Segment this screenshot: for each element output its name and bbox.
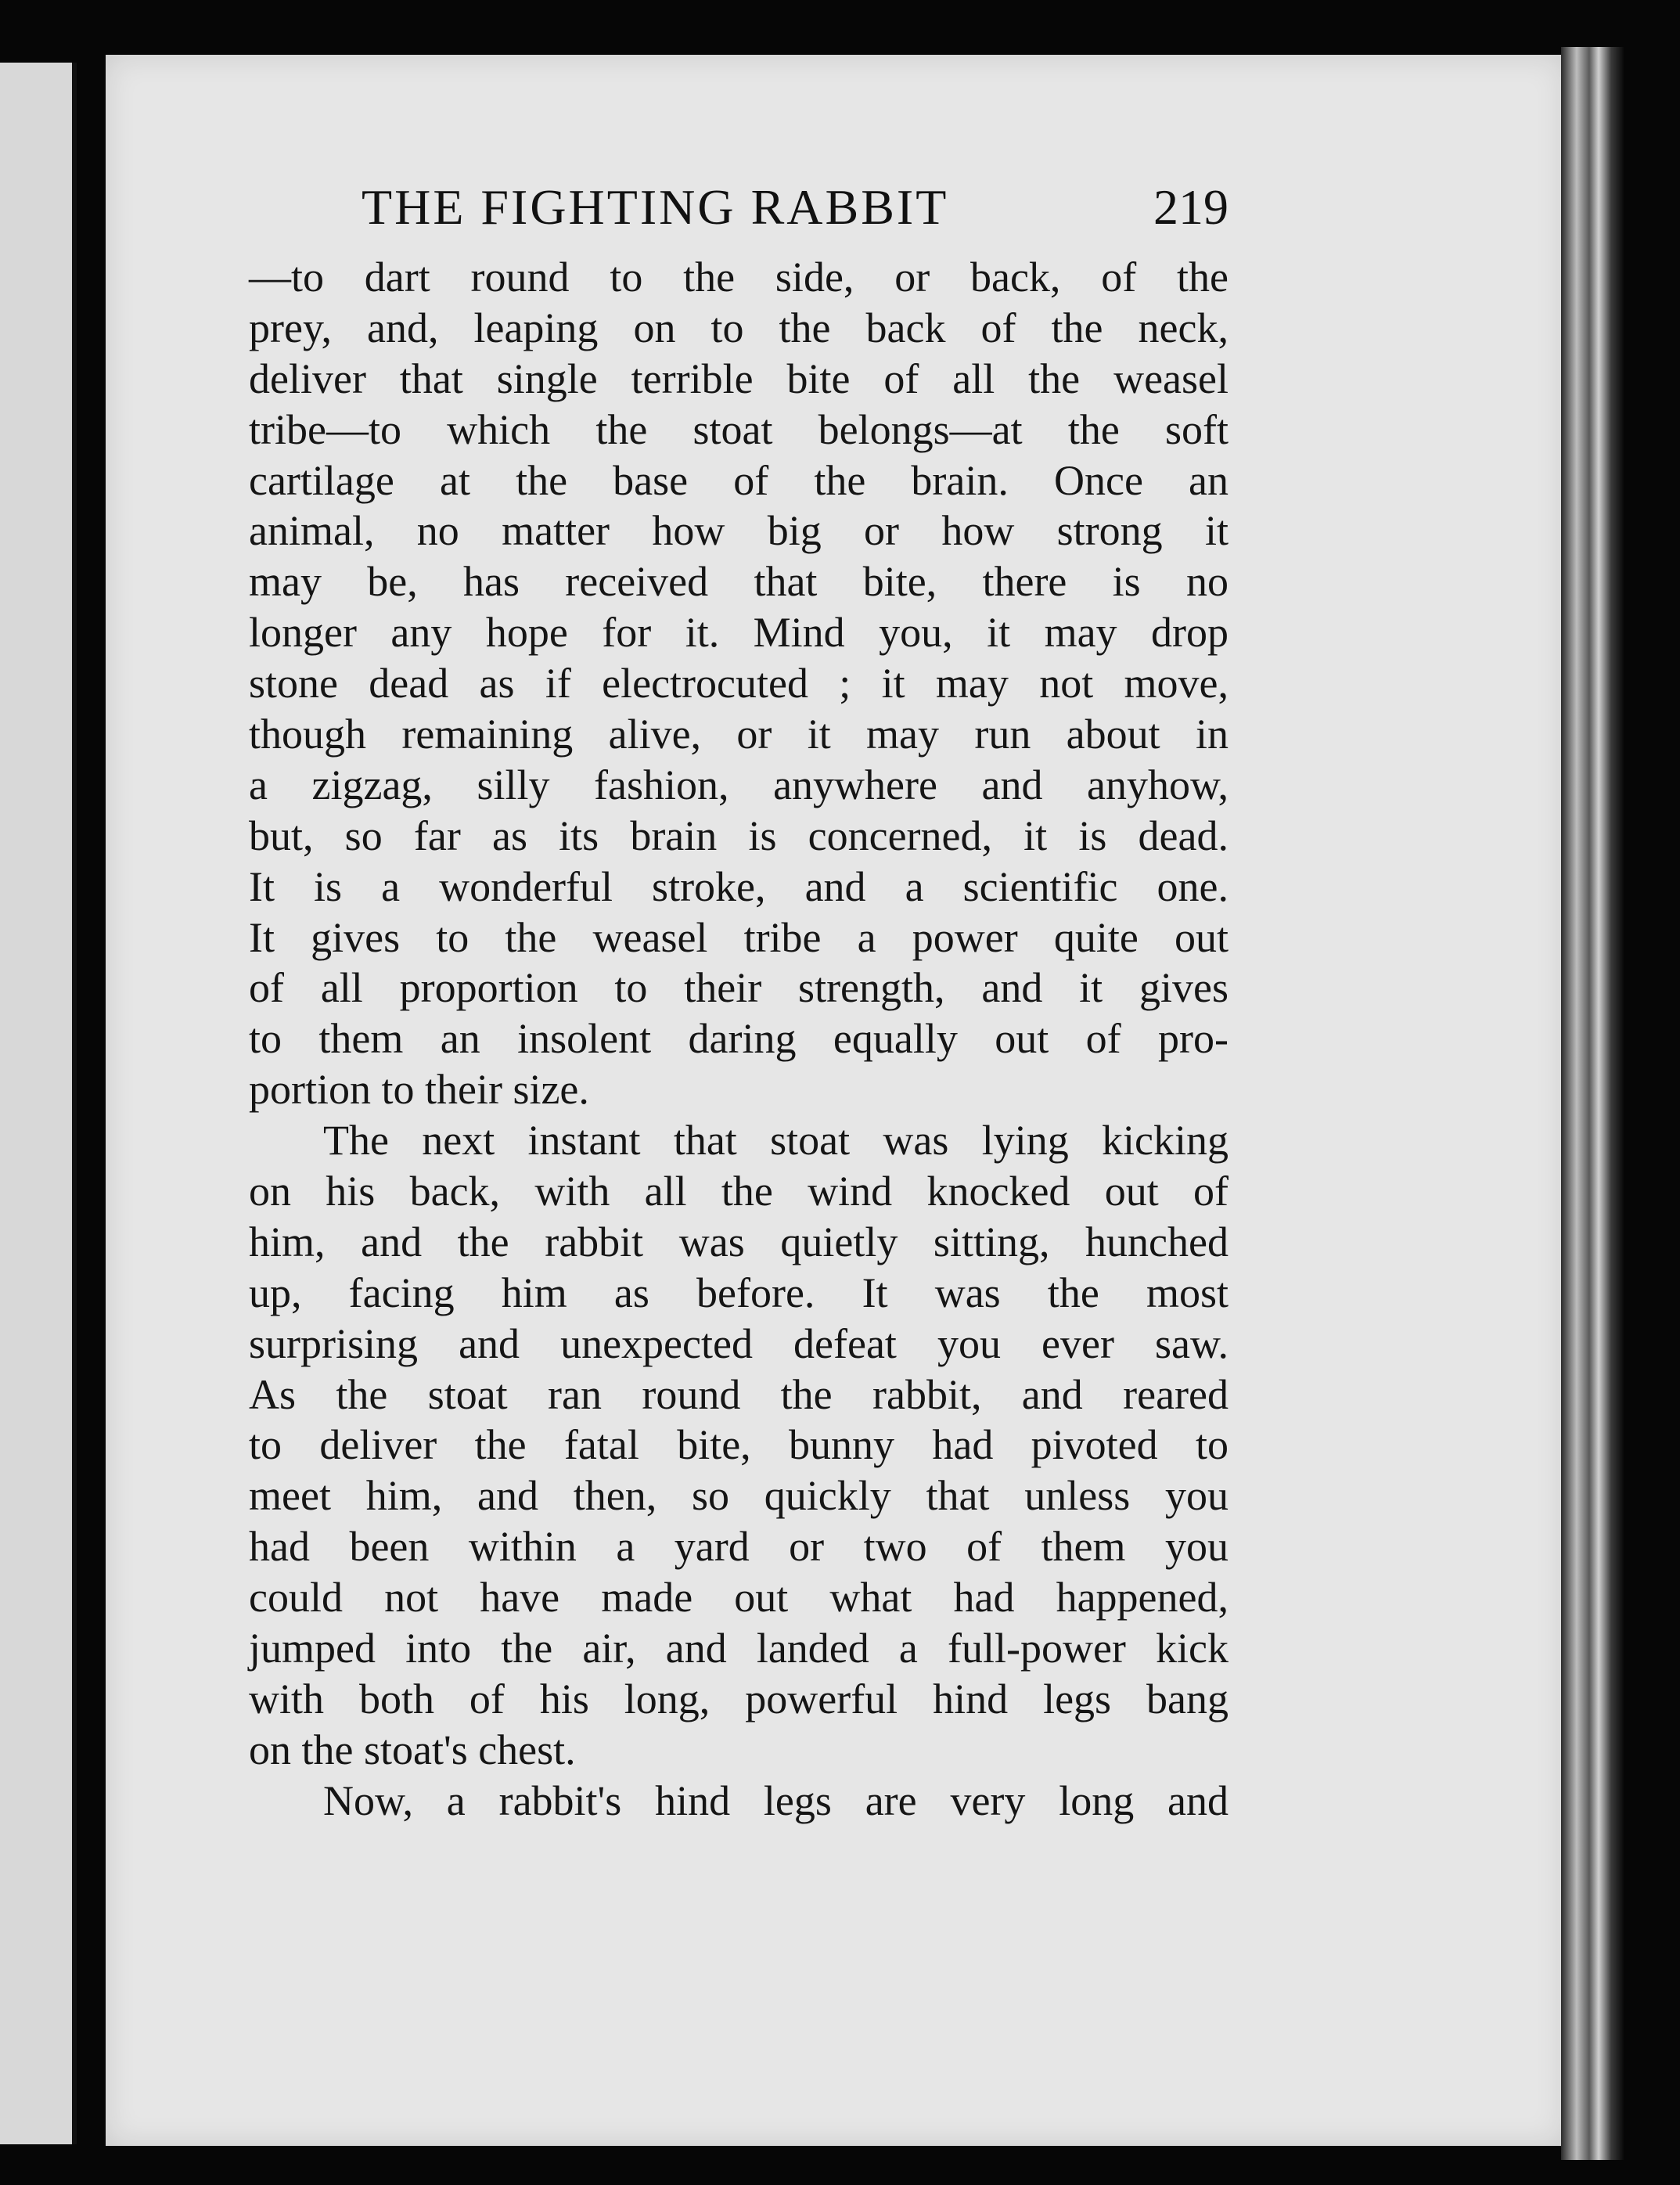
body-text xyxy=(249,252,1229,1827)
text-line: animal, no matter how big or how strong it xyxy=(249,507,1229,555)
text-line: longer any hope for it. Mind you, it may drop xyxy=(249,609,1229,657)
text-line: surprising and unexpected defeat you ever saw. xyxy=(249,1319,1229,1367)
text-line: with both of his long, powerful hind legs bang xyxy=(249,1675,1229,1722)
text-line: As the stoat ran round the rabbit, and reared xyxy=(249,1370,1229,1418)
text-line: had been within a yard or two of them you xyxy=(249,1523,1229,1571)
text-line: The next instant that stoat was lying kicking xyxy=(323,1117,1229,1164)
text-line: could not have made out what had happened, xyxy=(249,1574,1229,1622)
text-line: up, facing him as before. It was the most xyxy=(249,1269,1229,1316)
text-line: It gives to the weasel tribe a power quite out xyxy=(249,913,1229,961)
text-line: jumped into the air, and landed a full-power kick xyxy=(249,1625,1229,1672)
text-line: stone dead as if electrocuted ; it may not move, xyxy=(249,660,1229,707)
text-line: It is a wonderful stroke, and a scientific one. xyxy=(249,862,1229,910)
text-line: deliver that single terrible bite of all the weasel xyxy=(249,355,1229,402)
facing-page-edge xyxy=(0,63,77,2144)
text-line: Now, a rabbit's hind legs are very long and xyxy=(323,1776,1229,1824)
page-number: 219 xyxy=(1153,179,1229,235)
text-line: portion to their size. xyxy=(249,1066,589,1114)
running-title: THE FIGHTING RABBIT xyxy=(362,179,949,235)
text-line: may be, has received that bite, there is no xyxy=(249,558,1229,606)
text-line: to them an insolent daring equally out of pro- xyxy=(249,1015,1229,1063)
text-line: but, so far as its brain is concerned, it is dead. xyxy=(249,812,1229,859)
text-line: cartilage at the base of the brain. Once an xyxy=(249,456,1229,504)
text-line: tribe—to which the stoat belongs—at the soft xyxy=(249,405,1229,453)
text-line: a zigzag, silly fashion, anywhere and anyhow, xyxy=(249,761,1229,808)
page-edge-shadow xyxy=(1561,47,1624,2160)
text-line: to deliver the fatal bite, bunny had pivoted to xyxy=(249,1421,1229,1469)
text-line: meet him, and then, so quickly that unless you xyxy=(249,1472,1229,1520)
text-line: on the stoat's chest. xyxy=(249,1726,576,1773)
text-line: —to dart round to the side, or back, of the xyxy=(249,254,1229,301)
text-line: on his back, with all the wind knocked out of xyxy=(249,1168,1229,1215)
text-line: though remaining alive, or it may run about in xyxy=(249,711,1229,758)
text-line: prey, and, leaping on to the back of the neck, xyxy=(249,304,1229,351)
text-line: him, and the rabbit was quietly sitting, hunched xyxy=(249,1218,1229,1265)
text-line: of all proportion to their strength, and it gives xyxy=(249,964,1229,1012)
